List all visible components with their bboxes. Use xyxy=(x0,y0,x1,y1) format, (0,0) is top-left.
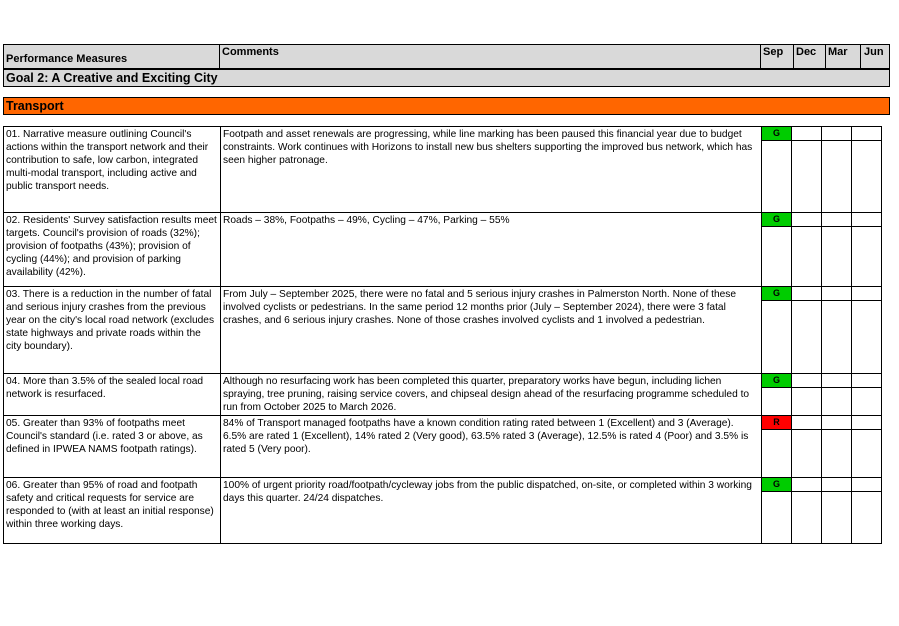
status-cell-sep xyxy=(762,478,792,544)
header-comments: Comments xyxy=(222,46,279,58)
measure-text: 01. Narrative measure outlining Council's actions within the transport network and their contribution to safe, low carbon, integrated multi-modal transport, including active and public transport needs. xyxy=(4,127,221,213)
table-row xyxy=(4,416,882,478)
status-cell-sep xyxy=(762,374,792,416)
table-row xyxy=(4,374,882,416)
status-cell-dec xyxy=(792,374,822,416)
status-empty xyxy=(852,287,881,301)
measure-text: 03. There is a reduction in the number of fatal and serious injury crashes from the previous year on the city's local road network (excludes state highways and private roads within the city boundary). xyxy=(4,287,221,374)
status-empty xyxy=(852,416,881,430)
status-cell-sep xyxy=(762,127,792,213)
status-badge: R xyxy=(762,416,791,430)
goal-title: Goal 2: A Creative and Exciting City xyxy=(3,69,890,87)
status-cell-dec xyxy=(792,478,822,544)
status-cell-jun xyxy=(852,416,882,478)
status-empty xyxy=(792,478,821,492)
comment-text: Footpath and asset renewals are progressing, while line marking has been paused this financial year due to budget constraints. Work continues with Horizons to install new bus shelters supporting the improved bus network, which has seen higher patronage. xyxy=(221,127,762,213)
status-empty xyxy=(852,478,881,492)
status-empty xyxy=(822,213,851,227)
comment-text: Roads – 38%, Footpaths – 49%, Cycling – 47%, Parking – 55% xyxy=(221,213,762,287)
status-cell-dec xyxy=(792,127,822,213)
status-empty xyxy=(792,287,821,301)
table-row xyxy=(4,478,882,544)
status-empty xyxy=(822,416,851,430)
status-empty xyxy=(822,287,851,301)
status-cell-mar xyxy=(822,374,852,416)
status-cell-dec xyxy=(792,416,822,478)
status-cell-mar xyxy=(822,287,852,374)
status-cell-sep xyxy=(762,213,792,287)
status-empty xyxy=(792,374,821,388)
status-cell-mar xyxy=(822,478,852,544)
measure-text: 05. Greater than 93% of footpaths meet Council's standard (i.e. rated 3 or above, as defined in IPWEA NAMS footpath ratings). xyxy=(4,416,221,478)
table-row xyxy=(4,213,882,287)
table-row xyxy=(4,127,882,213)
measures-table xyxy=(3,126,882,544)
status-empty xyxy=(792,213,821,227)
status-empty xyxy=(792,416,821,430)
header-measures: Performance Measures xyxy=(6,53,128,65)
status-badge: G xyxy=(762,127,791,141)
status-empty xyxy=(822,478,851,492)
header-mar: Mar xyxy=(828,46,848,58)
status-cell-mar xyxy=(822,127,852,213)
status-empty xyxy=(822,127,851,141)
header-dec: Dec xyxy=(796,46,817,58)
table-row xyxy=(4,287,882,374)
section-title: Transport xyxy=(3,97,890,115)
comment-text: From July – September 2025, there were no fatal and 5 serious injury crashes in Palmerston North. None of these involved cyclists or pedestrians. In the same period 12 months prior (July – September 2024), there were 3 fatal crashes, and 6 serious injury crashes. None of those crashes involved cyclists and 1 involved a pedestrian. xyxy=(221,287,762,374)
status-cell-dec xyxy=(792,213,822,287)
measure-text: 06. Greater than 95% of road and footpath safety and critical requests for service are responded to (with at least an initial response) within three working days. xyxy=(4,478,221,544)
status-badge: G xyxy=(762,478,791,492)
status-empty xyxy=(852,213,881,227)
status-empty xyxy=(822,374,851,388)
status-empty xyxy=(852,127,881,141)
measure-text: 02. Residents' Survey satisfaction results meet targets. Council's provision of roads (32%); provision of footpaths (43%); provision of cycling (44%); and provision of parking availability (42%). xyxy=(4,213,221,287)
status-cell-mar xyxy=(822,213,852,287)
measure-text: 04. More than 3.5% of the sealed local road network is resurfaced. xyxy=(4,374,221,416)
comment-text: Although no resurfacing work has been completed this quarter, preparatory works have begun, including lichen spraying, tree pruning, raising service covers, and chipseal design ahead of the resurfacing programme scheduled to run from October 2025 to March 2026. xyxy=(221,374,762,416)
status-cell-jun xyxy=(852,213,882,287)
status-empty xyxy=(852,374,881,388)
status-cell-sep xyxy=(762,416,792,478)
status-cell-sep xyxy=(762,287,792,374)
status-cell-jun xyxy=(852,127,882,213)
status-badge: G xyxy=(762,374,791,388)
status-badge: G xyxy=(762,213,791,227)
status-cell-mar xyxy=(822,416,852,478)
header-sep: Sep xyxy=(763,46,784,58)
table-header xyxy=(3,44,890,69)
comment-text: 84% of Transport managed footpaths have a known condition rating rated between 1 (Excellent) and 3 (Average). 6.5% are rated 1 (Excellent), 14% rated 2 (Very good), 63.5% rated 3 (Average), 12.5% is rated 4 (Poor) and 3.5% is rated 5 (Very poor). xyxy=(221,416,762,478)
status-cell-jun xyxy=(852,374,882,416)
comment-text: 100% of urgent priority road/footpath/cycleway jobs from the public dispatched, on-site, or completed within 3 working days this quarter. 24/24 dispatches. xyxy=(221,478,762,544)
status-badge: G xyxy=(762,287,791,301)
header-jun: Jun xyxy=(864,46,884,58)
status-empty xyxy=(792,127,821,141)
status-cell-dec xyxy=(792,287,822,374)
status-cell-jun xyxy=(852,287,882,374)
status-cell-jun xyxy=(852,478,882,544)
